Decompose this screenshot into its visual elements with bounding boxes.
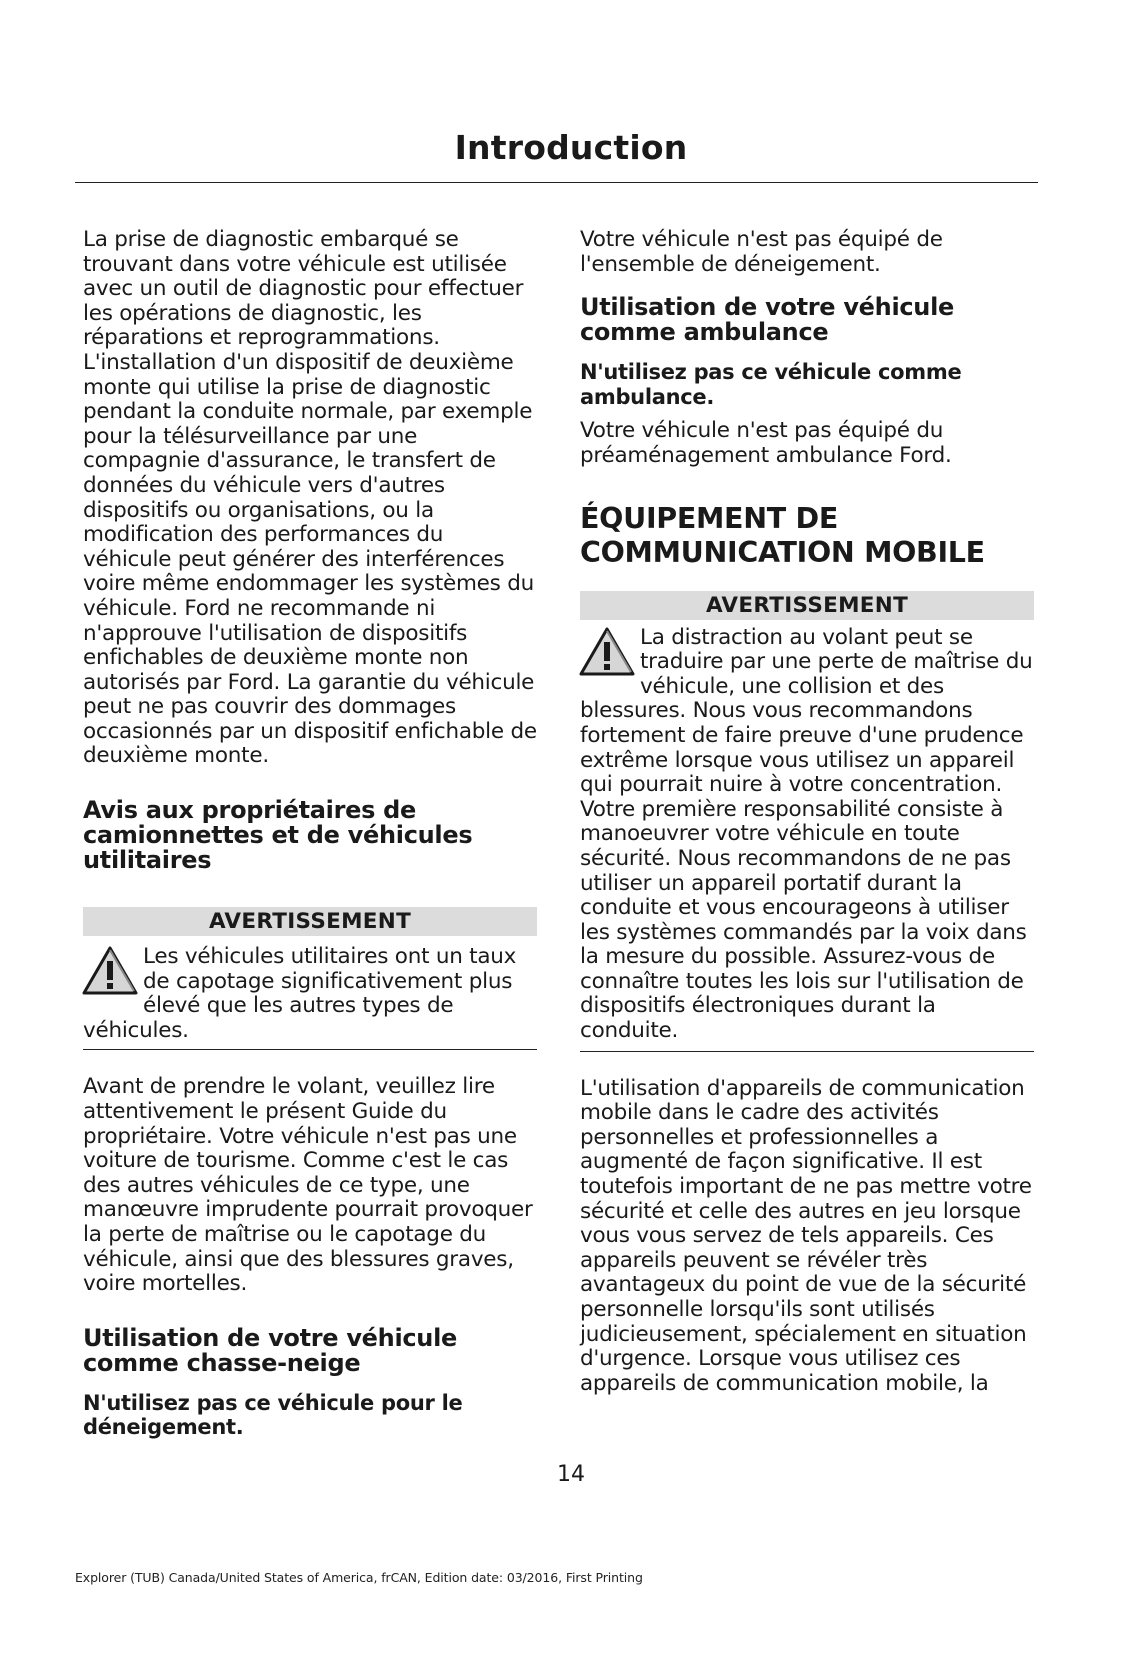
warning-label: AVERTISSEMENT <box>83 907 537 936</box>
warning-triangle-icon <box>578 626 636 678</box>
page-title: Introduction <box>454 128 688 167</box>
snowplow-paragraph: Votre véhicule n'est pas équipé de l'ensemble de déneigement. <box>580 227 943 277</box>
subheading-snowplow: N'utilisez pas ce véhicule pour le déneigement. <box>83 1390 463 1440</box>
warning-content <box>83 945 537 1043</box>
heading-mobile-line2: COMMUNICATION MOBILE <box>580 535 985 569</box>
title-divider <box>75 182 1038 183</box>
paragraph-before-driving: Avant de prendre le volant, veuillez lire attentivement le présent Guide du propriétaire. Votre véhicule n'est pas une voiture de tourisme. Comme c'est le cas des autres véhicules de ce type, une manœuvre imprudente pourrait provoquer la perte de maîtrise ou le capotage du véhicule, ainsi que des blessures graves, voire mortelles. <box>83 1074 533 1297</box>
footer-edition-info: Explorer (TUB) Canada/United States of America, frCAN, Edition date: 03/2016, First Printing <box>75 1570 643 1585</box>
heading-ambulance: Utilisation de votre véhicule comme ambulance <box>580 293 954 347</box>
mobile-paragraph: L'utilisation d'appareils de communication mobile dans le cadre des activités personnelles et professionnelles a augmenté de façon significative. Il est toutefois important de ne pas mettre votre sécurité et celle des autres en jeu lorsque vous vous servez de tels appareils. Ces appareils peuvent se révéler très avantageux du point de vue de la sécurité personnelle lorsqu'ils sont utilisés judicieusement, spécialement en situation d'urgence. Lorsque vous utilisez ces appareils de communication mobile, la <box>580 1075 1032 1396</box>
warning-bottom-rule <box>580 1051 1034 1052</box>
right-column <box>580 228 1034 1396</box>
heading-mobile-line1: ÉQUIPEMENT DE <box>580 501 839 535</box>
page-number: 14 <box>557 1462 585 1487</box>
ambulance-paragraph: Votre véhicule n'est pas équipé du préaménagement ambulance Ford. <box>580 418 952 468</box>
subheading-ambulance: N'utilisez pas ce véhicule comme ambulance. <box>580 360 962 409</box>
warning-text-rollover: Les véhicules utilitaires ont un taux de capotage significativement plus élevé que les autres types de véhicules. <box>83 944 517 1043</box>
heading-owners: Avis aux propriétaires de camionnettes et de véhicules utilitaires <box>83 796 473 875</box>
warning-label: AVERTISSEMENT <box>580 591 1034 620</box>
warning-text-distraction: La distraction au volant peut se traduire par une perte de maîtrise du véhicule, une collision et des blessures. Nous vous recommandons fortement de faire preuve d'une prudence extrême lorsque vous utilisez un appareil qui pourrait nuire à votre concentration. Votre première responsabilité consiste à manoeuvrer votre véhicule en toute sécurité. Nous recommandons de ne pas utiliser un appareil portatif durant la conduite et vous encourageons à utiliser les systèmes commandés par la voix dans la mesure du possible. Assurez-vous de connaître toutes les lois sur l'utilisation de dispositifs électroniques durant la conduite. <box>580 624 1033 1044</box>
intro-paragraph: La prise de diagnostic embarqué se trouvant dans votre véhicule est utilisée avec un outil de diagnostic pour effectuer les opérations de diagnostic, les réparations et reprogrammations. L'installation d'un dispositif de deuxième monte qui utilise la prise de diagnostic pendant la conduite normale, par exemple pour la télésurveillance par une compagnie d'assurance, le transfert de données du véhicule vers d'autres dispositifs ou organisations, ou la modification des performances du véhicule peut générer des interférences voire même endommager les systèmes du véhicule. Ford ne recommande ni n'approuve l'utilisation de dispositifs enfichables de deuxième monte non autorisés par Ford. La garantie du véhicule peut ne pas couvrir des dommages occasionnés par un dispositif enfichable de deuxième monte. <box>83 227 537 769</box>
left-column <box>83 228 537 1440</box>
warning-box-rollover <box>83 907 537 1050</box>
warning-triangle-icon <box>81 945 139 997</box>
warning-box-distraction <box>580 591 1034 1052</box>
warning-bottom-rule <box>83 1049 537 1050</box>
heading-snowplow: Utilisation de votre véhicule comme chasse-neige <box>83 1323 457 1377</box>
warning-content <box>580 626 1034 1044</box>
heading-mobile-communication <box>580 502 1034 570</box>
